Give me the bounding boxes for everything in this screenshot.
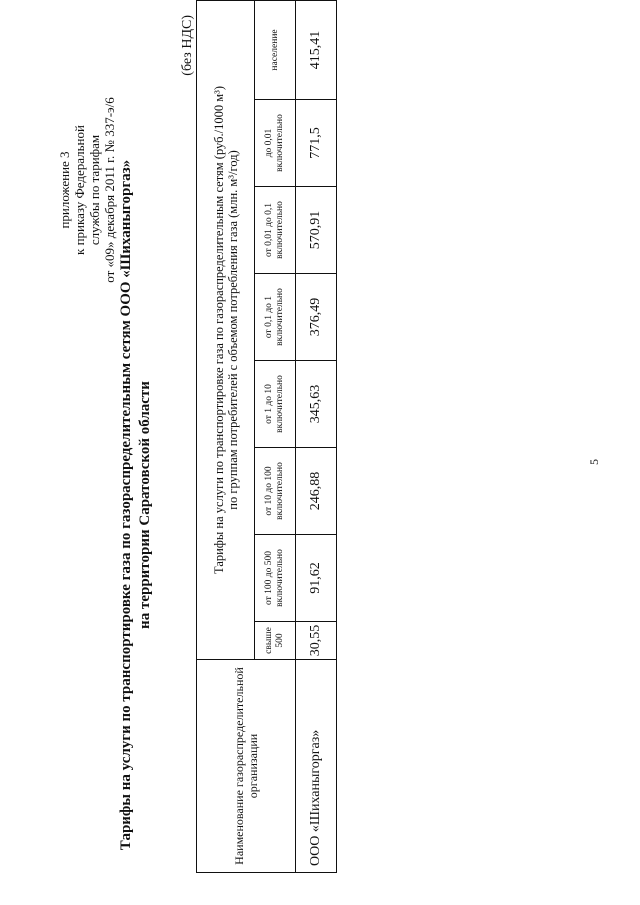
annex-line: приложение 3 <box>57 151 72 229</box>
tariff-cell: 771,5 <box>296 100 337 187</box>
tariff-group-header-line-2: по группам потребителей с объемом потребления газа (млн. м³/год) <box>225 150 240 510</box>
column-header-100-500: от 100 до 500 включительно <box>255 535 296 622</box>
tariff-cell: 30,55 <box>296 622 337 660</box>
column-header-10-100: от 10 до 100 включительно <box>255 448 296 535</box>
column-header-up-to-0.01: до 0,01 включительно <box>255 100 296 187</box>
tariff-group-header-line-1: Тарифы на услуги по транспортировке газа по газораспределительным сетям (руб./1000 м³) <box>211 85 226 574</box>
page-number: 5 <box>587 459 601 465</box>
tariff-cell: 376,49 <box>296 274 337 361</box>
title-line-2: на территории Саратовской области <box>137 381 153 629</box>
column-header-0.01-0.1: от 0,01 до 0,1 включительно <box>255 187 296 274</box>
vat-note: (без НДС) <box>180 15 195 76</box>
table-row <box>296 0 337 872</box>
tariff-cell: 345,63 <box>296 361 337 448</box>
annex-line: от «09» декабря 2011 г. № 337-э/6 <box>102 97 117 283</box>
tariff-cell: 246,88 <box>296 448 337 535</box>
tariff-cell: 570,91 <box>296 187 337 274</box>
org-name-cell: ООО «Шиханыгоргаз» <box>296 660 337 873</box>
title-line-1: Тарифы на услуги по транспортировке газа по газораспределительным сетям ООО «Шиханыгоргаз» <box>118 159 134 851</box>
annex-line: службы по тарифам <box>87 134 102 246</box>
annex-line: к приказу Федеральной <box>72 125 87 255</box>
tariff-cell: 415,41 <box>296 0 337 99</box>
tariff-cell: 91,62 <box>296 535 337 622</box>
tariff-table <box>196 0 337 873</box>
column-header-population: население <box>255 0 296 99</box>
column-header-1-10: от 1 до 10 включительно <box>255 361 296 448</box>
column-header-0.1-1: от 0,1 до 1 включительно <box>255 274 296 361</box>
document-title <box>117 145 155 865</box>
column-header-over-500: свыше 500 <box>255 622 296 660</box>
tariff-group-header <box>197 0 255 659</box>
annex-note <box>57 40 117 340</box>
org-column-header: Наименование газораспределительной организации <box>197 660 296 873</box>
